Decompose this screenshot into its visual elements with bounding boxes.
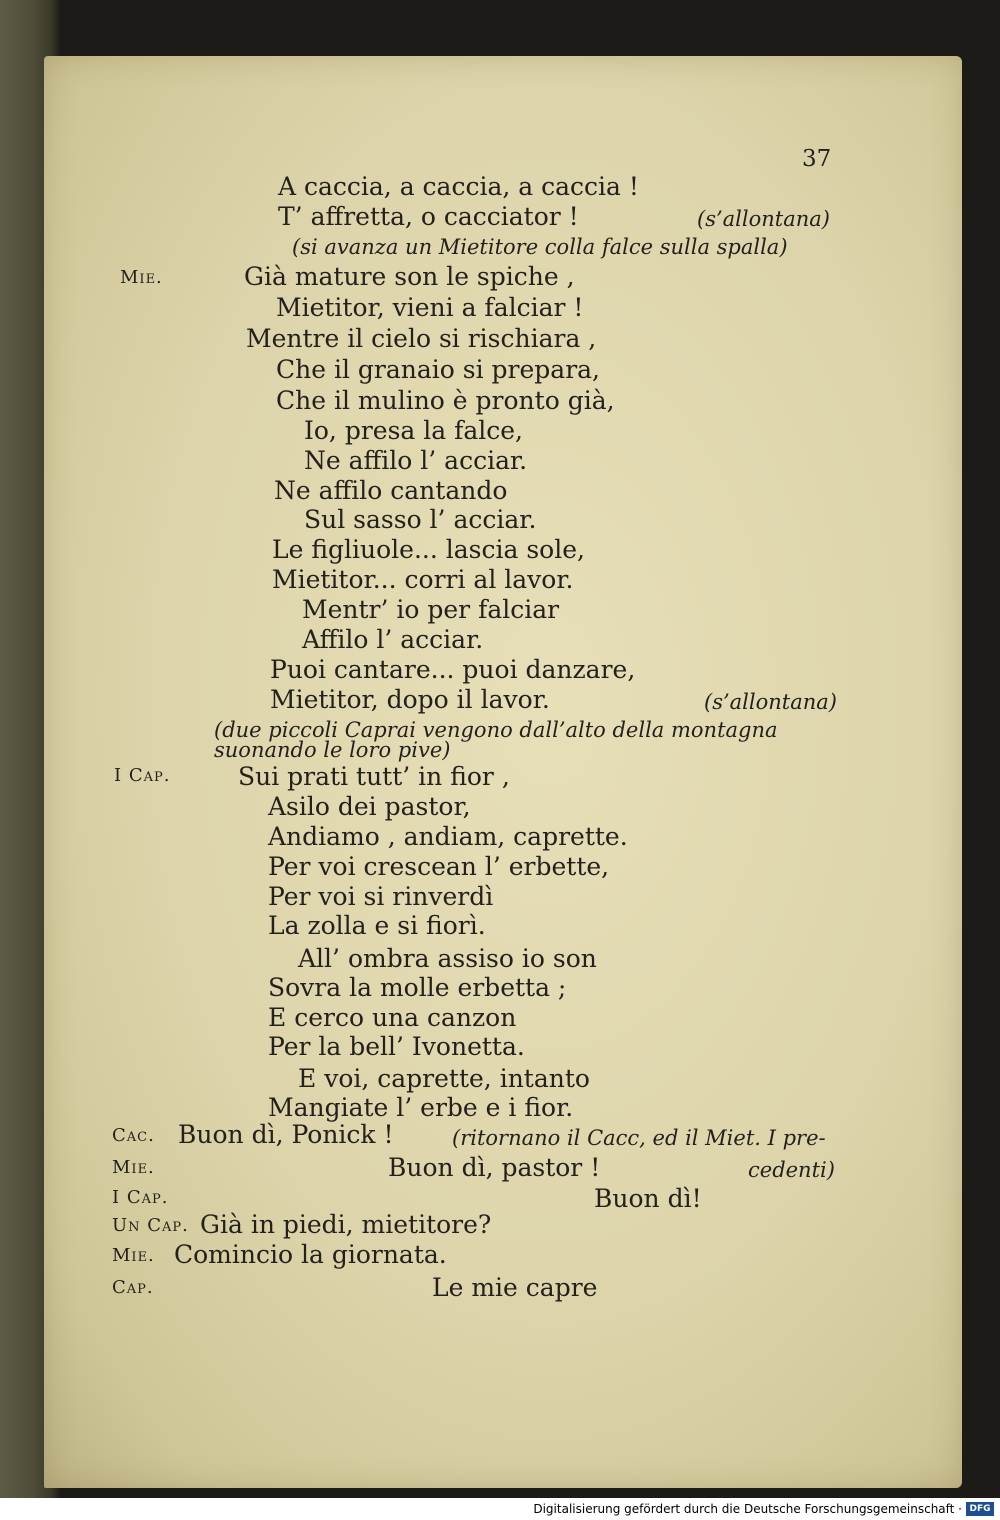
verse-line: Andiamo , andiam, caprette.: [268, 822, 628, 851]
verse-line: T’ affretta, o cacciator !: [278, 202, 579, 231]
speaker-label: Un Cap.: [112, 1215, 189, 1236]
verse-line: Buon dì, pastor !: [388, 1153, 601, 1182]
verse-line: Buon dì!: [594, 1184, 702, 1213]
verse-line: Per voi si rinverdì: [268, 882, 494, 911]
speaker-label: Mie.: [112, 1157, 155, 1178]
speaker-label: I Cap.: [112, 1187, 169, 1208]
verse-line: Mietitor... corri al lavor.: [272, 565, 574, 594]
verse-line: Ne affilo cantando: [274, 476, 508, 505]
verse-line: Puoi cantare... puoi danzare,: [270, 655, 636, 684]
verse-line: Le figliuole... lascia sole,: [272, 535, 585, 564]
speaker-label: I Cap.: [114, 765, 171, 786]
stage-direction: (s’allontana): [704, 690, 837, 714]
verse-line: Che il granaio si prepara,: [276, 355, 600, 384]
speaker-label: Mie.: [120, 267, 163, 288]
page-number: 37: [802, 146, 832, 172]
verse-line: E cerco una canzon: [268, 1003, 517, 1032]
dfg-logo: DFG: [966, 1502, 994, 1516]
verse-line: Comincio la giornata.: [174, 1240, 447, 1269]
stage-direction: cedenti): [748, 1158, 835, 1182]
verse-line: Mietitor, vieni a falciar !: [276, 293, 584, 322]
verse-line: Ne affilo l’ acciar.: [304, 446, 528, 475]
verse-line: Sui prati tutt’ in fior ,: [238, 762, 510, 791]
speaker-label: Mie.: [112, 1245, 155, 1266]
stage-direction: (si avanza un Mietitore colla falce sulla spalla): [292, 235, 788, 259]
stage-direction: suonando le loro pive): [214, 738, 451, 762]
stage-direction: (s’allontana): [697, 207, 830, 231]
verse-line: A caccia, a caccia, a caccia !: [278, 172, 639, 201]
verse-line: Le mie capre: [432, 1273, 598, 1302]
verse-line: Mentre il cielo si rischiara ,: [246, 324, 597, 353]
verse-line: Asilo dei pastor,: [268, 792, 471, 821]
verse-line: All’ ombra assiso io son: [298, 944, 597, 973]
verse-line: Per voi crescean l’ erbette,: [268, 852, 610, 881]
verse-line: Mangiate l’ erbe e i fior.: [268, 1093, 574, 1122]
speaker-label: Cap.: [112, 1277, 154, 1298]
verse-line: Io, presa la falce,: [304, 416, 523, 445]
verse-line: E voi, caprette, intanto: [298, 1064, 590, 1093]
verse-line: Mentr’ io per falciar: [302, 595, 560, 624]
verse-line: Mietitor, dopo il lavor.: [270, 685, 550, 714]
verse-line: Per la bell’ Ivonetta.: [268, 1032, 525, 1061]
footer-bar: [0, 1498, 1000, 1520]
verse-line: Affilo l’ acciar.: [302, 625, 484, 654]
stage-direction: (due piccoli Caprai vengono dall’alto della montagna: [214, 718, 778, 742]
verse-line: Già mature son le spiche ,: [244, 262, 575, 291]
speaker-label: Cac.: [112, 1125, 155, 1146]
verse-line: Che il mulino è pronto già,: [276, 386, 615, 415]
verse-line: Già in piedi, mietitore?: [200, 1210, 492, 1239]
verse-line: Buon dì, Ponick !: [178, 1120, 394, 1149]
footer-credit: Digitalisierung gefördert durch die Deutsche Forschungsgemeinschaft ·: [533, 1502, 962, 1516]
verse-line: Sovra la molle erbetta ;: [268, 973, 567, 1002]
verse-line: Sul sasso l’ acciar.: [304, 505, 537, 534]
verse-line: La zolla e si fiorì.: [268, 911, 486, 940]
stage-direction: (ritornano il Cacc, ed il Miet. I pre-: [452, 1126, 826, 1150]
